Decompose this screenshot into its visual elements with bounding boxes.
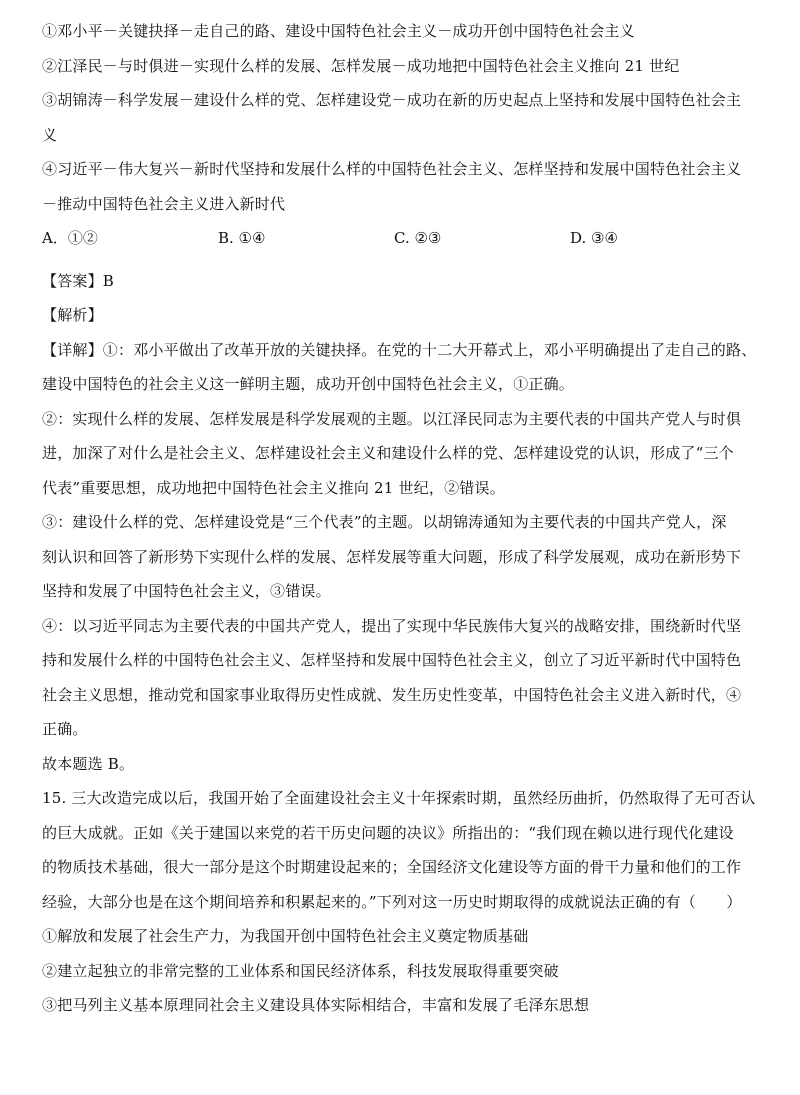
answer-label: 【答案】B	[42, 271, 115, 290]
question-stem-line: 经验，大部分也是在这个期间培养和积累起来的。”下列对这一历史时期取得的成就说法正确的有（ ）	[42, 892, 742, 911]
detail-line: ④：以习近平同志为主要代表的中国共产党人，提出了实现中华民族伟大复兴的战略安排，围绕新时代坚	[42, 616, 742, 635]
question-stem-line: 的巨大成就。正如《关于建国以来党的若干历史问题的决议》所指出的：“我们现在赖以进行现代化建设	[42, 823, 734, 842]
answer-options	[42, 221, 764, 256]
detail-line: 正确。	[42, 720, 88, 738]
detail-line: 【详解】①：邓小平做出了改革开放的关键抉择。在党的十二大开幕式上，邓小平明确提出了走自己的路、	[42, 340, 757, 359]
option-b: B. ①④	[218, 229, 266, 247]
detail-line: 建设中国特色的社会主义这一鲜明主题，成功开创中国特色社会主义，①正确。	[42, 375, 575, 393]
statement-line: ①邓小平－关键抉择－走自己的路、建设中国特色社会主义－成功开创中国特色社会主义	[42, 22, 635, 40]
statement-line: ②江泽民－与时俱进－实现什么样的发展、怎样发展－成功地把中国特色社会主义推向 21 世纪	[42, 56, 680, 75]
detail-line: 代表”重要思想，成功地把中国特色社会主义推向 21 世纪，②错误。	[42, 478, 505, 497]
statement-line: ④习近平－伟大复兴－新时代坚持和发展什么样的中国特色社会主义、怎样坚持和发展中国特色社会主义	[42, 160, 742, 178]
option-a: A．①②	[42, 229, 98, 247]
option-c: C. ②③	[394, 229, 442, 247]
detail-line: ③：建设什么样的党、怎样建设党是“三个代表”的主题。以胡锦涛通知为主要代表的中国共产党人，深	[42, 513, 727, 531]
question-stem-line: 15. 三大改造完成以后，我国开始了全面建设社会主义十年探索时期，虽然经历曲折，仍然取得了无可否认	[42, 789, 756, 807]
detail-line: 刻认识和回答了新形势下实现什么样的发展、怎样发展等重大问题，形成了科学发展观，成功在新形势下	[42, 547, 742, 566]
statement-line: ③把马列主义基本原理同社会主义建设具体实际相结合，丰富和发展了毛泽东思想	[42, 996, 590, 1014]
question-stem-line: 的物质技术基础，很大一部分是这个时期建设起来的；全国经济文化建设等方面的骨干力量和他们的工作	[42, 858, 742, 876]
statement-line: ③胡锦涛－科学发展－建设什么样的党、怎样建设党－成功在新的历史起点上坚持和发展中国特色社会主	[42, 91, 742, 109]
option-d: D. ③④	[570, 229, 618, 247]
statement-line: 义	[42, 125, 58, 144]
conclusion-line: 故本题选 B。	[42, 754, 135, 773]
statement-line: ②建立起独立的非常完整的工业体系和国民经济体系，科技发展取得重要突破	[42, 961, 559, 980]
analysis-label: 【解析】	[42, 306, 103, 324]
statement-line: ①解放和发展了社会生产力，为我国开创中国特色社会主义奠定物质基础	[42, 927, 529, 945]
question-15	[42, 781, 764, 1023]
answer-section	[42, 264, 764, 782]
statement-line: －推动中国特色社会主义进入新时代	[42, 194, 286, 213]
detail-line: 坚持和发展了中国特色社会主义，③错误。	[42, 582, 331, 600]
detail-line: 社会主义思想，推动党和国家事业取得历史性成就、发生历史性变革，中国特色社会主义进入新时代，④	[42, 685, 742, 704]
detail-line: ②：实现什么样的发展、怎样发展是科学发展观的主题。以江泽民同志为主要代表的中国共产党人与时俱	[42, 409, 742, 428]
detail-line: 持和发展什么样的中国特色社会主义、怎样坚持和发展中国特色社会主义，创立了习近平新时代中国特色	[42, 651, 742, 669]
question-14-statements	[42, 14, 764, 221]
detail-line: 进，加深了对什么是社会主义、怎样建设社会主义和建设什么样的党、怎样建设党的认识，形成了“三个	[42, 444, 734, 462]
